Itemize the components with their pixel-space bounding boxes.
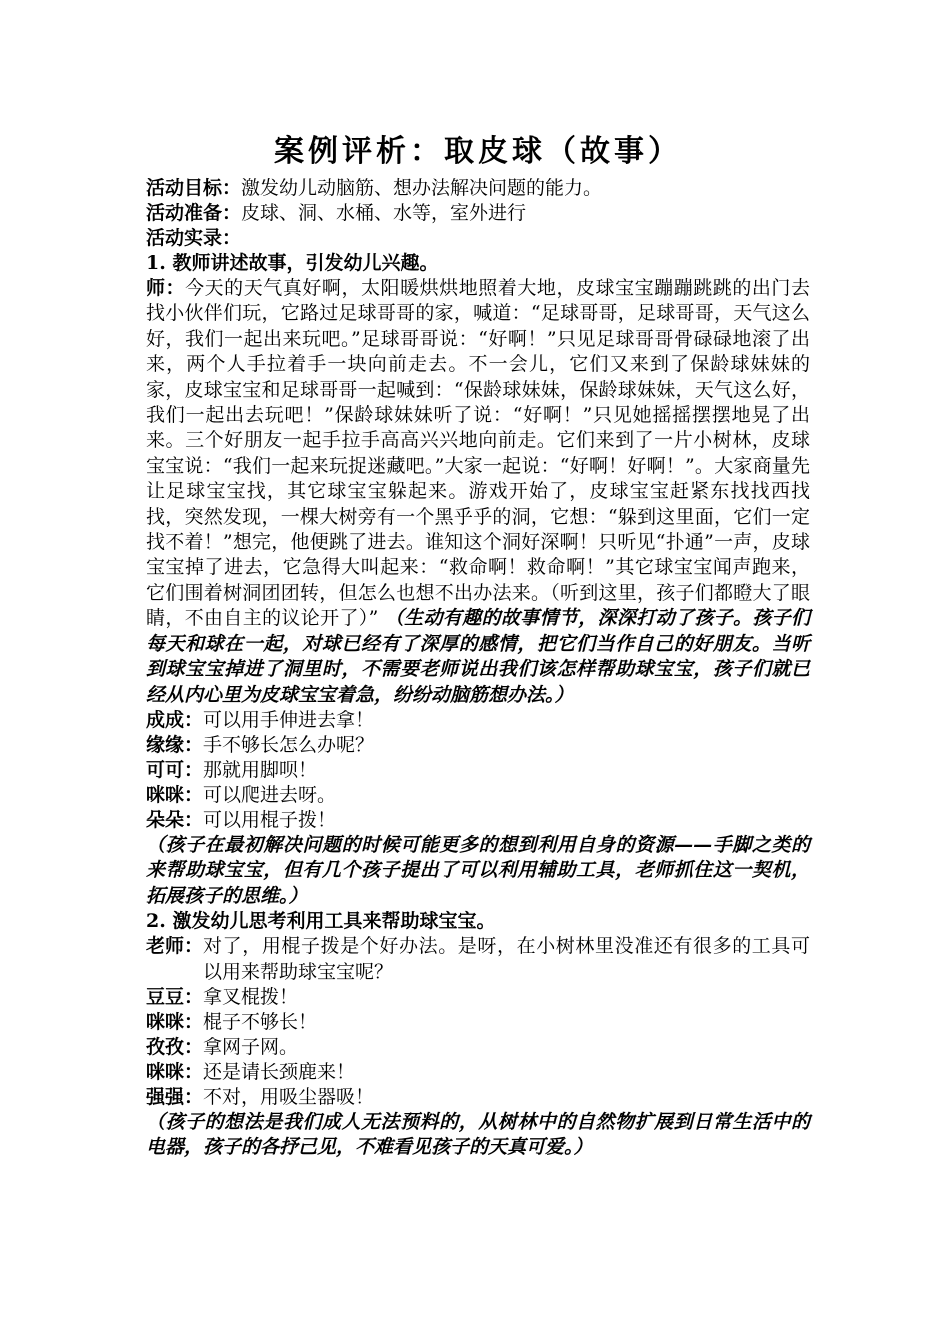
section1-heading: 1. 教师讲述故事，引发幼儿兴趣。 (146, 252, 439, 274)
activity-prep (146, 201, 810, 226)
dialogue-line (146, 758, 810, 783)
dialogue-text: 那就用脚呗！ (203, 758, 318, 781)
dialogue-text: 不对，用吸尘器吸！ (203, 1085, 375, 1108)
dialogue-text: 拿叉棍拨！ (203, 985, 299, 1008)
dialogue-text: 可以用棍子拨！ (203, 808, 337, 831)
prep-text: 皮球、洞、水桶、水等，室外进行 (241, 202, 527, 224)
speaker-label: 咪咪： (146, 1010, 204, 1033)
dialogue-text: 对了，用棍子拨是个好办法。是呀，在小树林里没准还有很多的工具可以用来帮助球宝宝呢？ (203, 935, 810, 983)
story-text: 今天的天气真好啊，太阳暖烘烘地照着大地，皮球宝宝蹦蹦跳跳的出门去找小伙伴们玩，它路过足球哥哥的家，喊道：“足球哥哥，足球哥哥，天气这么好，我们一起出来玩吧。”足球哥哥说：“好啊！”只见足球哥哥骨碌碌地滚了出来，两个人手拉着手一块向前走去。不一会儿，它们又来到了保龄球妹妹的家，皮球宝宝和足球哥哥一起喊到：“保龄球妹妹，保龄球妹妹，天气这么好，我们一起出去玩吧！”保龄球妹妹听了说：“好啊！”只见她摇摇摆摆地晃了出来。三个好朋友一起手拉手高高兴兴地向前走。它们来到了一片小树林，皮球宝宝说：“我们一起来玩捉迷藏吧。”大家一起说：“好啊！好啊！”。大家商量先让足球宝宝找，其它球宝宝躲起来。游戏开始了，皮球宝宝赶紧东找找西找找，突然发现，一棵大树旁有一个黑乎乎的洞，它想：“躲到这里面，它们一定找不着！”想完，他便跳了进去。谁知这个洞好深啊！只听见“扑通”一声，皮球宝宝掉了进去，它急得大叫起来：“救命啊！救命啊！”其它球宝宝闻声跑来，它们围着树洞团团转，但怎么也想不出办法来。（听到这里，孩子们都瞪大了眼睛，不由自主的议论开了）” (146, 277, 810, 630)
speaker-label: 朵朵： (146, 808, 204, 831)
dialogue-text: 可以用手伸进去拿！ (203, 708, 375, 731)
document-body (146, 132, 810, 1161)
dialogue-text: 可以爬进去呀。 (203, 783, 337, 806)
story-paragraph (146, 276, 810, 708)
speaker-label: 缘缘： (146, 733, 204, 756)
speaker-label: 可可： (146, 758, 204, 781)
dialogue-line (146, 733, 810, 758)
dialogue-line (146, 1035, 810, 1060)
prep-label: 活动准备： (146, 202, 242, 224)
goal-label: 活动目标： (146, 177, 242, 199)
dialogue-text: 棍子不够长！ (203, 1010, 318, 1033)
dialogue-text: 拿网子网。 (203, 1035, 299, 1058)
speaker-label: 强强： (146, 1085, 204, 1108)
commentary-note: （生动有趣的故事情节，深深打动了孩子。孩子们每天和球在一起，对球已经有了深厚的感情，把它们当作自己的好朋友。当听到球宝宝掉进了洞里时，不需要老师说出我们该怎样帮助球宝宝，孩子们就已经从内心里为皮球宝宝着急，纷纷动脑筋想办法。） (146, 607, 810, 706)
dialogue-line (146, 783, 810, 808)
commentary-note-3: （孩子的想法是我们成人无法预料的，从树林中的自然物扩展到日常生活中的电器，孩子的各抒己见，不难看见孩子的天真可爱。） (146, 1110, 810, 1159)
teacher-dialogue (146, 934, 810, 985)
speaker-label: 成成： (146, 708, 204, 731)
activity-record-label: 活动实录： (146, 227, 242, 249)
dialogue-text: 还是请长颈鹿来！ (203, 1060, 356, 1083)
dialogue-line (146, 808, 810, 833)
dialogue-line (146, 1085, 810, 1110)
dialogue-line (146, 985, 810, 1010)
speaker-label: 咪咪： (146, 783, 204, 806)
teacher-label: 师： (146, 277, 186, 299)
goal-text: 激发幼儿动脑筋、想办法解决问题的能力。 (241, 177, 603, 199)
activity-goal (146, 176, 810, 201)
document-title: 案例评析：取皮球（故事） (274, 134, 682, 169)
dialogue-text: 手不够长怎么办呢？ (203, 733, 375, 756)
dialogue-line (146, 1010, 810, 1035)
dialogue-line (146, 708, 810, 733)
speaker-label: 咪咪： (146, 1060, 204, 1083)
section2-heading: 2. 激发幼儿思考利用工具来帮助球宝宝。 (146, 910, 496, 933)
commentary-note-2: （孩子在最初解决问题的时候可能更多的想到利用自身的资源——手脚之类的来帮助球宝宝，但有几个孩子提出了可以利用辅助工具，老师抓住这一契机，拓展孩子的思维。） (146, 833, 810, 907)
speaker-label: 豆豆： (146, 985, 204, 1008)
dialogue-line (146, 1060, 810, 1085)
speaker-label: 孜孜： (146, 1035, 204, 1058)
speaker-label: 老师： (146, 935, 204, 958)
